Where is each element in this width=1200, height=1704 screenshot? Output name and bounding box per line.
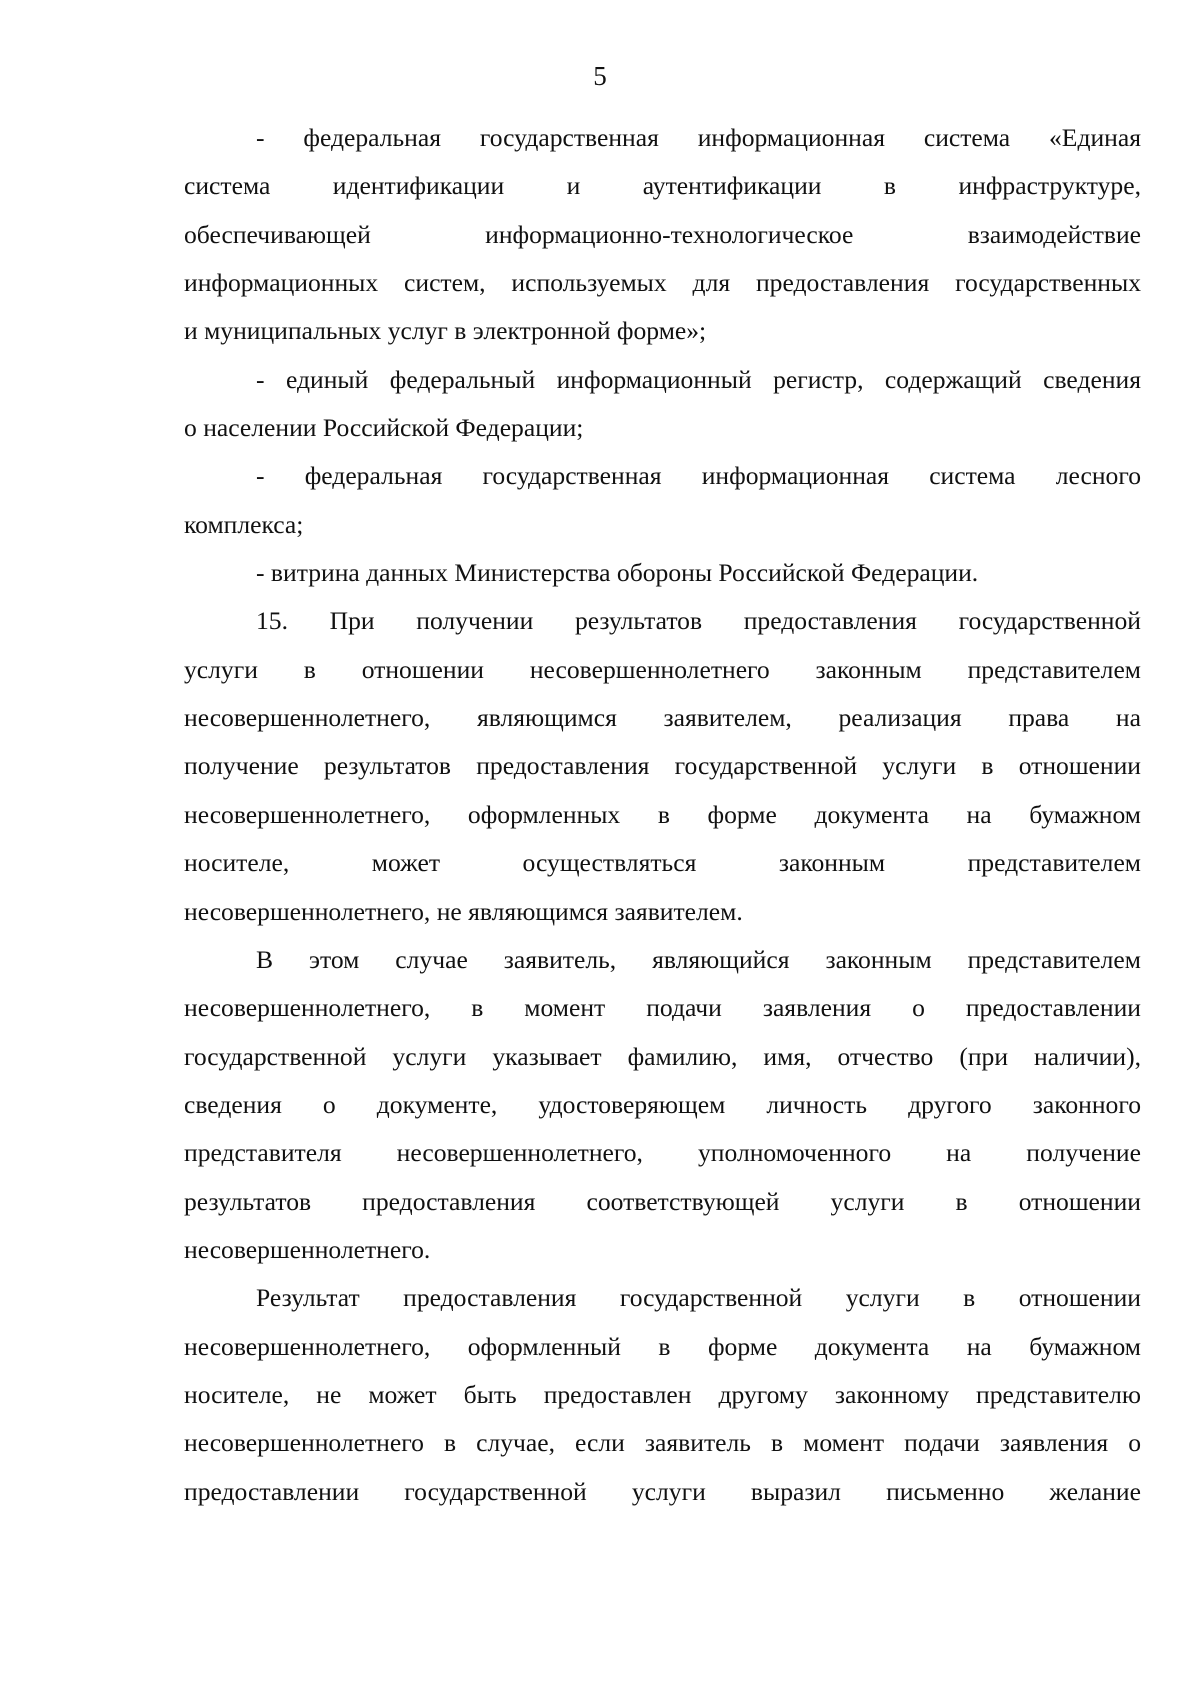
text-line: несовершеннолетнего, оформленный в форме документа на бумажном	[184, 1331, 1141, 1361]
text-line: результатов предоставления соответствующей услуги в отношении	[184, 1186, 1141, 1216]
text-line: услуги в отношении несовершеннолетнего законным представителем	[184, 654, 1141, 684]
text-line: носителе, может осуществляться законным представителем	[184, 848, 1141, 878]
text-line: о населении Российской Федерации;	[184, 413, 584, 443]
text-line: несовершеннолетнего, не являющимся заявителем.	[184, 896, 743, 926]
text-line: 15. При получении результатов предоставления государственной	[256, 606, 1141, 636]
text-line: несовершеннолетнего.	[184, 1234, 431, 1264]
text-line: - витрина данных Министерства обороны Российской Федерации.	[256, 558, 979, 588]
text-line: информационных систем, используемых для предоставления государственных	[184, 268, 1141, 298]
text-line: несовершеннолетнего, в момент подачи заявления о предоставлении	[184, 993, 1141, 1023]
text-line: несовершеннолетнего, оформленных в форме документа на бумажном	[184, 799, 1141, 829]
page-number: 5	[593, 61, 607, 91]
text-line: система идентификации и аутентификации в инфраструктуре,	[184, 171, 1141, 201]
text-line: носителе, не может быть предоставлен другому законному представителю	[184, 1379, 1141, 1409]
text-line: Результат предоставления государственной услуги в отношении	[256, 1283, 1141, 1313]
text-line: предоставлении государственной услуги выразил письменно желание	[184, 1476, 1141, 1506]
text-line: обеспечивающей информационно-технологическое взаимодействие	[184, 219, 1141, 249]
text-line: - федеральная государственная информационная система лесного	[256, 461, 1141, 491]
document-body	[184, 114, 1141, 1516]
text-line: представителя несовершеннолетнего, уполномоченного на получение	[184, 1138, 1141, 1168]
text-line: получение результатов предоставления государственной услуги в отношении	[184, 751, 1141, 781]
text-line: - единый федеральный информационный регистр, содержащий сведения	[256, 364, 1141, 394]
text-line: сведения о документе, удостоверяющем личность другого законного	[184, 1089, 1141, 1119]
text-line: комплекса;	[184, 509, 304, 539]
text-line: несовершеннолетнего в случае, если заявитель в момент подачи заявления о	[184, 1428, 1141, 1458]
text-line: - федеральная государственная информационная система «Единая	[256, 123, 1141, 152]
text-line: и муниципальных услуг в электронной форме»;	[184, 316, 707, 346]
text-line: несовершеннолетнего, являющимся заявителем, реализация права на	[184, 703, 1141, 733]
text-line: В этом случае заявитель, являющийся законным представителем	[256, 944, 1141, 974]
text-line: государственной услуги указывает фамилию, имя, отчество (при наличии),	[184, 1041, 1141, 1071]
